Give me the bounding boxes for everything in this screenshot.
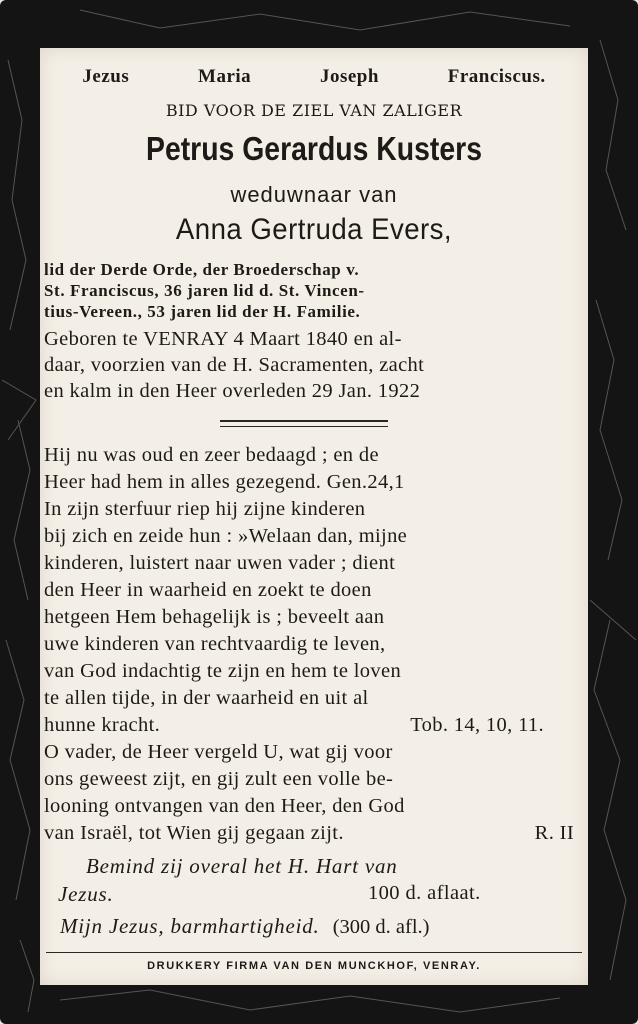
saint-franciscus: Franciscus. <box>447 66 546 87</box>
footer-rule <box>46 952 582 953</box>
divider-rule <box>220 426 388 427</box>
body-line: uwe kinderen van rechtvaardig te leven, <box>44 633 386 655</box>
saints-header <box>40 66 588 96</box>
indulgence-jezus: Jezus. <box>58 882 114 906</box>
verse-reference: Tob. 14, 10, 11. <box>410 714 544 736</box>
widower-line: weduwnaar van <box>230 182 398 207</box>
indulgence-days: 100 d. aflaat. <box>368 882 481 904</box>
verse-end-line <box>44 714 584 737</box>
membership-line: St. Franciscus, 36 jaren lid d. St. Vincen- <box>44 281 365 300</box>
indulgence-line: Bemind zij overal het H. Hart van <box>86 854 398 878</box>
saint-joseph: Joseph <box>319 66 379 87</box>
body-line: bij zich en zeide hun : »Welaan dan, mijne <box>44 525 408 547</box>
card-paper <box>40 48 588 985</box>
closing-end-line <box>44 822 584 845</box>
body-line: den Heer in waarheid en zoekt te doen <box>44 579 372 601</box>
closing-line: O vader, de Heer vergeld U, wat gij voor <box>44 741 393 763</box>
body-line: hetgeen Hem behagelijk is ; beveelt aan <box>44 606 385 628</box>
indulgence-line-2 <box>58 882 558 907</box>
body-line: van God indachtig te zijn en hem te loven <box>44 660 402 682</box>
deceased-name: Petrus Gerardus Kusters <box>146 130 482 167</box>
closing-reference: R. II <box>534 822 574 844</box>
body-line: Heer had hem in alles gezegend. Gen.24,1 <box>44 471 405 493</box>
membership-line: lid der Derde Orde, der Broederschap v. <box>44 260 360 279</box>
closing-line: ons geweest zijt, en gij zult een volle be- <box>44 768 394 790</box>
body-line: te allen tijde, in der waarheid en uit al <box>44 687 369 709</box>
closing-line: looning ontvangen van den Heer, den God <box>44 795 405 817</box>
indulgence-line-3 <box>60 914 580 939</box>
divider-rule <box>220 420 388 422</box>
body-line: Hij nu was oud en zeer bedaagd ; en de <box>44 444 379 466</box>
body-line: kinderen, luistert naar uwen vader ; dient <box>44 552 396 574</box>
verse-end-text: hunne kracht. <box>44 714 161 736</box>
membership-line: tius-Vereen., 53 jaren lid der H. Familie. <box>44 302 361 321</box>
biography-line: daar, voorzien van de H. Sacramenten, zacht <box>44 354 425 376</box>
body-line: In zijn sterfuur riep hij zijne kinderen <box>44 498 366 520</box>
saint-jezus: Jezus <box>82 66 130 87</box>
biography-line: Geboren te VENRAY 4 Maart 1840 en al- <box>44 328 402 350</box>
prayer-line: BID VOOR DE ZIEL VAN ZALIGER <box>165 101 463 120</box>
printer-credit: DRUKKERY FIRMA VAN DEN MUNCKHOF, VENRAY. <box>147 960 481 972</box>
spouse-name: Anna Gertruda Evers, <box>175 213 453 246</box>
ejaculation-text: Mijn Jezus, barmhartigheid. <box>60 914 320 938</box>
saint-maria: Maria <box>198 66 252 87</box>
closing-end-text: van Israël, tot Wien gij gegaan zijt. <box>44 822 344 844</box>
biography-line: en kalm in den Heer overleden 29 Jan. 1922 <box>44 380 421 402</box>
ejaculation-note: (300 d. afl.) <box>332 916 430 938</box>
